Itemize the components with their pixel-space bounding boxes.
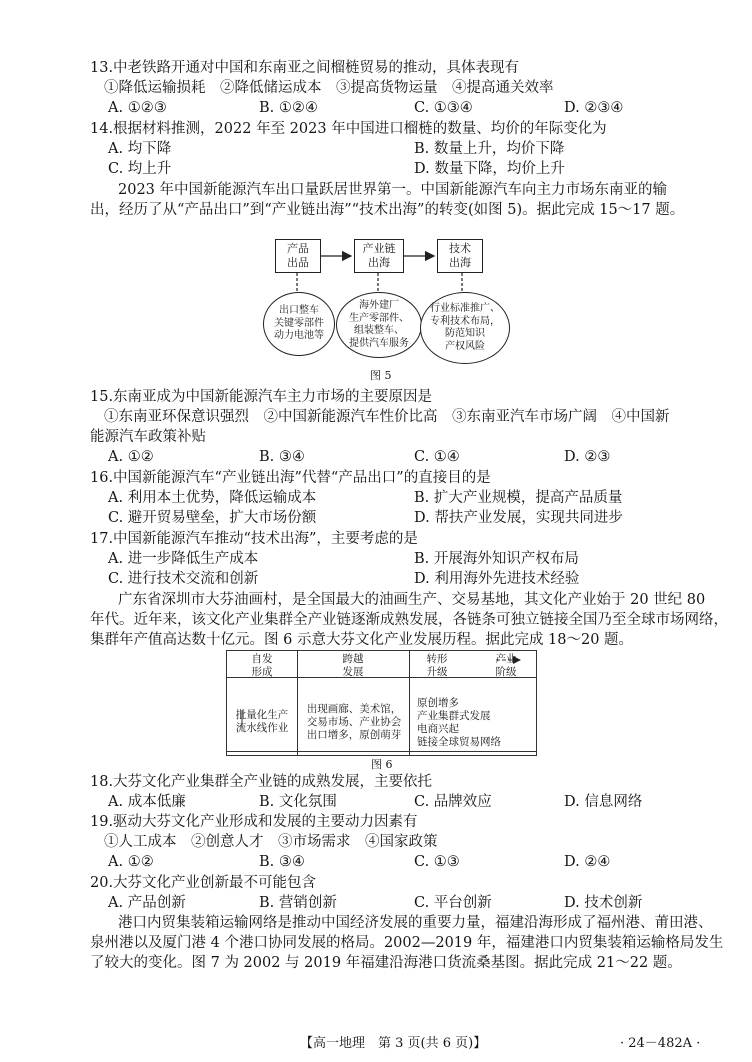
fig6-stage-leap: 跨越 发展 [342,653,364,678]
q20-option-d: D. 技术创新 [564,895,643,911]
q20-option-b: B. 营销创新 [259,895,337,911]
material3-line1: 港口内贸集装箱运输网络是推动中国经济发展的重要力量，福建沿海形成了福州港、莆田港、 [118,915,713,931]
fig6-timeline [226,650,537,756]
q15-stem: 15.东南亚成为中国新能源汽车主力市场的主要原因是 [90,389,433,405]
q13-stem: 13.中老铁路开通对中国和东南亚之间榴梿贸易的推动，具体表现有 [90,60,520,76]
material2-line1: 广东省深圳市大芬油画村，是全国最大的油画生产、交易基地，其文化产业始于 20 世纪 80 [118,592,706,608]
fig5-caption: 图 5 [370,369,392,382]
fig5-oval-tech-text: 行业标准推广、 专利技术布局， 防范知识 产权风险 [430,303,500,352]
fig5-box-industry-chain-label: 产业链 出海 [362,242,396,269]
q16-option-d: D. 帮扶产业发展，实现共同进步 [414,510,623,526]
q14-option-a: A. 均下降 [108,141,172,157]
q19-items: ①人工成本 ②创意人才 ③市场需求 ④国家政策 [104,834,438,850]
fig6-stage-spontaneous: 自发 形成 [251,653,273,678]
fig6-caption: 图 6 [371,758,393,771]
q13-option-b: B. ①②④ [259,100,318,116]
q19-option-d: D. ②④ [564,854,611,870]
q15-items-line1: ①东南亚环保意识强烈 ②中国新能源汽车性价比高 ③东南亚汽车市场广阔 ④中国新 [104,409,670,425]
q19-option-c: C. ①③ [414,854,460,870]
q18-option-a: A. 成本低廉 [108,794,186,810]
q13-option-c: C. ①③④ [414,100,473,116]
q15-items-line2: 能源汽车政策补贴 [90,429,206,445]
q16-option-c: C. 避开贸易壁垒，扩大市场份额 [108,510,317,526]
q17-option-d: D. 利用海外先进技术经验 [414,571,580,587]
q13-option-d: D. ②③④ [564,100,624,116]
fig5-box-product-export-label: 产品 出品 [287,242,309,269]
q19-stem: 19.驱动大芬文化产业形成和发展的主要动力因素有 [90,814,418,830]
q15-option-d: D. ②③ [564,449,611,465]
q18-option-b: B. 文化氛围 [259,794,337,810]
q20-option-c: C. 平台创新 [414,895,492,911]
material3-line2: 泉州港以及厦门港 4 个港口协同发展的格局。2002—2019 年，福建港口内贸集装箱运输格局发生 [90,935,724,951]
fig5-box-product-export [275,239,321,273]
q14-stem: 14.根据材料推测，2022 年至 2023 年中国进口榴梿的数量、均价的年际变化为 [90,121,607,137]
q14-option-b: B. 数量上升，均价下降 [414,141,565,157]
q14-option-d: D. 数量下降，均价上升 [414,161,565,177]
q17-stem: 17.中国新能源汽车推动“技术出海”，主要考虑的是 [90,531,418,547]
q18-option-d: D. 信息网络 [564,794,643,810]
q19-option-b: B. ③④ [259,854,305,870]
material1-line1: 2023 年中国新能源汽车出口量跃居世界第一。中国新能源汽车向主力市场东南亚的输 [118,182,668,198]
material3-line3: 了较大的变化。图 7 为 2002 与 2019 年福建沿海港口货流桑基图。据此完成 21～22 题。 [90,955,682,971]
q20-stem: 20.大芬文化产业创新最不可能包含 [90,875,317,891]
q18-option-c: C. 品牌效应 [414,794,492,810]
q16-option-a: A. 利用本土优势，降低运输成本 [108,490,317,506]
fig6-detail-leap: 出现画廊、美术馆， 交易市场、产业协会 出口增多，原创萌芽 [306,703,402,741]
fig6-detail-spontaneous: 批量化生产 流水线作业 [235,709,289,734]
q16-stem: 16.中国新能源汽车“产业链出海”代替“产品出口”的直接目的是 [90,470,491,486]
q17-option-a: A. 进一步降低生产成本 [108,551,259,567]
fig5-oval-chain-text: 海外建厂 生产零部件、 组装整车、 提供汽车服务 [349,300,409,349]
fig6-stage-transform: 转形 升级 [426,653,448,678]
q13-option-a: A. ①②③ [108,100,167,116]
fig5-oval-tech [420,292,510,364]
q18-stem: 18.大芬文化产业集群全产业链的成熟发展，主要依托 [90,774,433,790]
q15-option-c: C. ①④ [414,449,460,465]
exam-code: · 24－482A · [620,1036,701,1051]
q15-option-a: A. ①② [108,449,154,465]
fig5-oval-chain [336,292,422,358]
q17-option-c: C. 进行技术交流和创新 [108,571,259,587]
fig5-box-technology-label: 技术 出海 [449,242,471,269]
material2-line3: 集群年产值高达数十亿元。图 6 示意大芬文化产业发展历程。据此完成 18～20 题。 [90,632,634,648]
fig6-stage-industry: 产业 阶级 [495,653,517,678]
q15-option-b: B. ③④ [259,449,305,465]
fig5-box-industry-chain [354,239,404,273]
q14-option-c: C. 均上升 [108,161,172,177]
material2-line2: 年代。近年来，该文化产业集群全产业链逐渐成熟发展，各链条可独立链接全国乃至全球市场网络， [90,612,728,628]
q19-option-a: A. ①② [108,854,154,870]
fig5-oval-product-text: 出口整车 关键零部件 动力电池等 [274,305,324,342]
q17-option-b: B. 开展海外知识产权布局 [414,551,579,567]
fig5-oval-product [263,292,335,356]
q16-option-b: B. 扩大产业规模，提高产品质量 [414,490,623,506]
q20-option-a: A. 产品创新 [108,895,186,911]
fig5-box-technology [437,239,483,273]
material1-line2: 出，经历了从“产品出口”到“产业链出海”“技术出海”的转变(如图 5)。据此完成 15～17 题。 [90,202,685,218]
fig6-detail-transform: 原创增多 产业集群式发展 电商兴起 链接全球贸易网络 [417,697,501,748]
page-footer: 【高一地理 第 3 页(共 6 页)】 [300,1036,487,1051]
q13-items: ①降低运输损耗 ②降低储运成本 ③提高货物运量 ④提高通关效率 [104,80,554,96]
